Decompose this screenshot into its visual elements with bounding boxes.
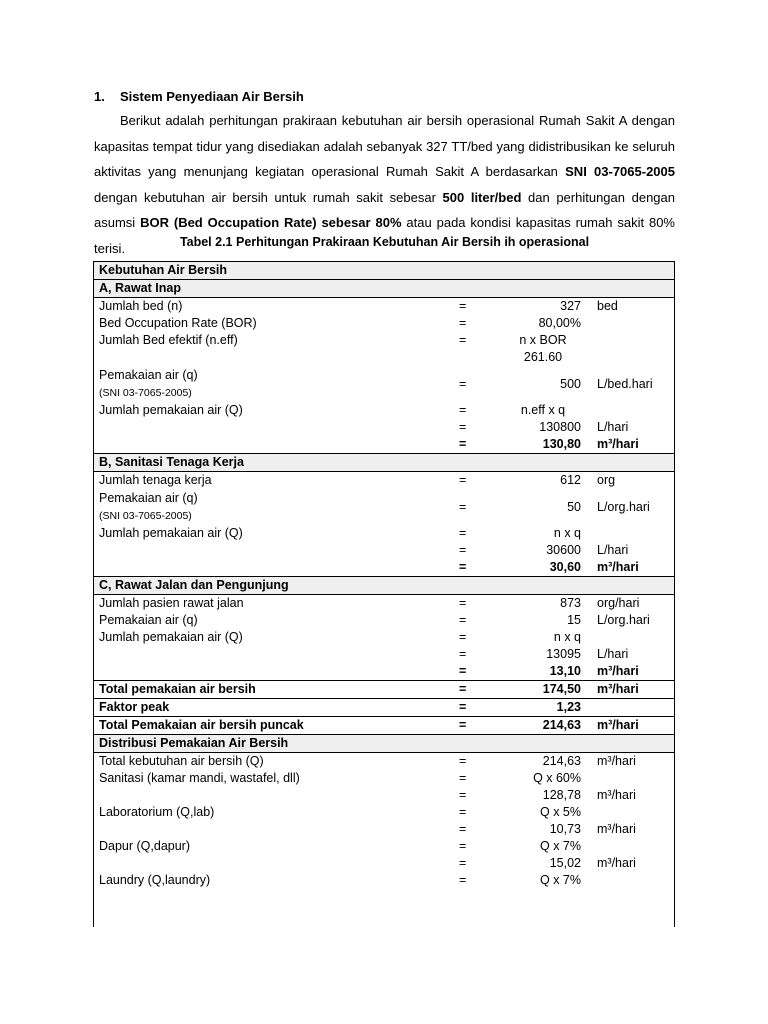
equals-sign: = bbox=[459, 630, 467, 644]
table-row bbox=[93, 332, 675, 349]
row-label bbox=[93, 612, 449, 629]
row-label-text: Pemakaian air (q) bbox=[99, 613, 198, 627]
section-label: Kebutuhan Air Bersih bbox=[93, 262, 675, 280]
row-value: n x q bbox=[553, 630, 581, 644]
row-value: 15 bbox=[567, 613, 581, 627]
row-value: 500 bbox=[560, 376, 581, 391]
row-label-text: Jumlah pemakaian air (Q) bbox=[99, 526, 243, 540]
equals-sign: = bbox=[459, 403, 467, 417]
row-label bbox=[93, 349, 449, 366]
equals-sign: = bbox=[459, 805, 467, 819]
row-value: 130,80 bbox=[542, 437, 581, 451]
row-label-text: Sanitasi (kamar mandi, wastafel, dll) bbox=[99, 771, 300, 785]
row-value: Q x 7% bbox=[540, 873, 581, 887]
equals-sign: = bbox=[459, 437, 467, 451]
row-label bbox=[93, 559, 449, 577]
table-row bbox=[93, 770, 675, 787]
row-unit: m³/hari bbox=[597, 754, 636, 768]
row-label-text: Laboratorium (Q,lab) bbox=[99, 805, 215, 819]
section-heading bbox=[94, 89, 304, 104]
row-value: 10,73 bbox=[549, 822, 581, 836]
row-value: 30,60 bbox=[549, 560, 581, 574]
row-label bbox=[93, 646, 449, 663]
table-row bbox=[93, 489, 675, 525]
equals-sign: = bbox=[459, 873, 467, 887]
row-unit bbox=[583, 838, 675, 855]
row-unit bbox=[583, 332, 675, 349]
row-value: Q x 5% bbox=[540, 805, 581, 819]
table-row bbox=[93, 699, 675, 717]
row-value: 128,78 bbox=[542, 788, 581, 802]
equals-sign: = bbox=[459, 754, 467, 768]
row-label-text: Jumlah pemakaian air (Q) bbox=[99, 630, 243, 644]
table-caption: Tabel 2.1 Perhitungan Prakiraan Kebutuhan Air Bersih ih operasional bbox=[179, 235, 590, 249]
row-label-text: Pemakaian air (q) bbox=[99, 490, 198, 505]
row-value: 13,10 bbox=[549, 664, 581, 678]
row-unit: m³/hari bbox=[597, 664, 639, 678]
row-value: 130800 bbox=[539, 420, 581, 434]
paragraph-text-4: atau pada kondisi kapasitas rumah sakit 80% terisi. bbox=[94, 215, 675, 256]
row-label bbox=[93, 753, 449, 771]
table-row bbox=[93, 855, 675, 872]
section-label: C, Rawat Jalan dan Pengunjung bbox=[93, 577, 675, 595]
row-label bbox=[93, 855, 449, 872]
row-value: n x q bbox=[553, 526, 581, 540]
row-value: 261.60 bbox=[523, 350, 563, 364]
row-label-text: Jumlah pemakaian air (Q) bbox=[99, 403, 243, 417]
row-label bbox=[93, 419, 449, 436]
equals-sign: = bbox=[459, 333, 467, 347]
table-row bbox=[93, 436, 675, 454]
equals-sign: = bbox=[459, 839, 467, 853]
row-unit: org/hari bbox=[597, 596, 640, 610]
row-label-text: Dapur (Q,dapur) bbox=[99, 839, 191, 853]
table-row bbox=[93, 787, 675, 804]
equals-sign bbox=[449, 349, 505, 366]
row-unit: L/hari bbox=[597, 647, 629, 661]
row-label bbox=[93, 402, 449, 419]
row-label bbox=[93, 489, 449, 525]
table-row bbox=[93, 419, 675, 436]
row-label bbox=[93, 821, 449, 838]
row-label bbox=[93, 436, 449, 454]
row-label-text: Total pemakaian air bersih bbox=[99, 682, 256, 696]
row-unit: L/hari bbox=[597, 543, 629, 557]
equals-sign: = bbox=[459, 526, 467, 540]
row-label bbox=[93, 787, 449, 804]
row-value: Q x 60% bbox=[533, 771, 581, 785]
table-row bbox=[93, 681, 675, 699]
equals-sign: = bbox=[459, 613, 467, 627]
equals-sign: = bbox=[459, 771, 467, 785]
row-unit: bed bbox=[597, 299, 618, 313]
equals-sign: = bbox=[459, 647, 467, 661]
row-unit: L/org.hari bbox=[597, 613, 650, 627]
equals-sign: = bbox=[459, 856, 467, 870]
paragraph-bold-bor: BOR (Bed Occupation Rate) sebesar 80% bbox=[140, 215, 402, 230]
row-label bbox=[93, 872, 449, 889]
table-row bbox=[93, 595, 675, 613]
row-value: 1,23 bbox=[505, 699, 583, 717]
row-value: 80,00% bbox=[538, 316, 581, 330]
row-label bbox=[93, 542, 449, 559]
equals-sign: = bbox=[459, 560, 467, 574]
table-row bbox=[93, 872, 675, 889]
row-label-text: Bed Occupation Rate (BOR) bbox=[99, 316, 257, 330]
table-row bbox=[93, 838, 675, 855]
row-unit bbox=[583, 525, 675, 542]
row-label bbox=[93, 770, 449, 787]
row-unit: m³/hari bbox=[597, 822, 636, 836]
equals-sign: = bbox=[459, 473, 467, 487]
row-unit: L/org.hari bbox=[597, 499, 650, 514]
table-row bbox=[93, 663, 675, 681]
row-label-text: Jumlah Bed efektif (n.eff) bbox=[99, 333, 238, 347]
row-unit: m³/hari bbox=[597, 856, 636, 870]
row-unit bbox=[583, 315, 675, 332]
row-unit: m³/hari bbox=[597, 788, 636, 802]
row-label bbox=[93, 472, 449, 490]
section-label: B, Sanitasi Tenaga Kerja bbox=[93, 454, 675, 472]
row-label bbox=[93, 315, 449, 332]
table-row bbox=[93, 646, 675, 663]
section-title: Sistem Penyediaan Air Bersih bbox=[120, 89, 304, 104]
paragraph-text-3: dan perhitungan dengan asumsi bbox=[94, 189, 675, 230]
paragraph-bold-liter: 500 liter/bed bbox=[442, 189, 522, 205]
row-value: n.eff x q bbox=[520, 403, 566, 417]
row-label bbox=[93, 663, 449, 681]
row-label bbox=[93, 298, 449, 316]
row-unit: m³/hari bbox=[597, 560, 639, 574]
row-label bbox=[93, 717, 449, 735]
equals-sign: = bbox=[449, 717, 505, 735]
row-unit: L/hari bbox=[597, 420, 629, 434]
row-unit bbox=[583, 699, 675, 717]
row-label bbox=[93, 804, 449, 821]
row-value: 612 bbox=[560, 473, 581, 487]
row-label bbox=[93, 629, 449, 646]
equals-sign: = bbox=[459, 499, 467, 514]
equals-sign: = bbox=[459, 420, 467, 434]
row-label-text: Jumlah tenaga kerja bbox=[99, 473, 212, 487]
row-label-text: Faktor peak bbox=[99, 700, 170, 714]
equals-sign: = bbox=[449, 681, 505, 699]
row-label-text: Total Pemakaian air bersih puncak bbox=[99, 718, 304, 732]
row-label-text: Laundry (Q,laundry) bbox=[99, 873, 211, 887]
table-row bbox=[93, 559, 675, 577]
row-label bbox=[93, 595, 449, 613]
row-label-text: Total kebutuhan air bersih (Q) bbox=[99, 754, 264, 768]
table-row bbox=[93, 366, 675, 402]
row-value: Q x 7% bbox=[540, 839, 581, 853]
equals-sign: = bbox=[459, 822, 467, 836]
section-label: A, Rawat Inap bbox=[93, 280, 675, 298]
row-value: 50 bbox=[567, 499, 581, 514]
row-value: 327 bbox=[560, 299, 581, 313]
row-reference: (SNI 03-7065-2005) bbox=[99, 509, 192, 522]
table-row bbox=[93, 612, 675, 629]
equals-sign: = bbox=[459, 788, 467, 802]
row-unit: L/bed.hari bbox=[597, 376, 653, 391]
row-label bbox=[93, 699, 449, 717]
row-label bbox=[93, 681, 449, 699]
equals-sign: = bbox=[459, 543, 467, 557]
row-value: 13095 bbox=[546, 647, 581, 661]
table-row bbox=[93, 315, 675, 332]
row-unit bbox=[583, 770, 675, 787]
equals-sign: = bbox=[459, 376, 467, 391]
paragraph-bold-sni: SNI 03-7065-2005 bbox=[565, 164, 675, 179]
equals-sign: = bbox=[459, 316, 467, 330]
row-value: 873 bbox=[560, 596, 581, 610]
equals-sign: = bbox=[459, 299, 467, 313]
table-row bbox=[93, 753, 675, 771]
row-label bbox=[93, 525, 449, 542]
table-row bbox=[93, 402, 675, 419]
row-unit: m³/hari bbox=[583, 717, 675, 735]
row-label bbox=[93, 332, 449, 349]
table-row bbox=[93, 472, 675, 490]
table-row bbox=[93, 804, 675, 821]
table-body bbox=[93, 262, 675, 890]
row-unit bbox=[583, 629, 675, 646]
equals-sign: = bbox=[449, 699, 505, 717]
section-number: 1. bbox=[94, 89, 105, 104]
row-value: 214,63 bbox=[505, 717, 583, 735]
row-unit: m³/hari bbox=[597, 437, 639, 451]
table-section-row bbox=[93, 735, 675, 753]
row-unit bbox=[583, 872, 675, 889]
table-row bbox=[93, 542, 675, 559]
row-reference: (SNI 03-7065-2005) bbox=[99, 386, 192, 399]
paragraph-text-2: dengan kebutuhan air bersih untuk rumah sakit sebesar bbox=[94, 189, 443, 205]
row-value: 174,50 bbox=[505, 681, 583, 699]
equals-sign: = bbox=[459, 596, 467, 610]
table-row bbox=[93, 717, 675, 735]
row-value: 15,02 bbox=[549, 856, 581, 870]
table-row bbox=[93, 629, 675, 646]
row-unit: m³/hari bbox=[583, 681, 675, 699]
row-unit bbox=[583, 349, 675, 366]
table-section-row bbox=[93, 454, 675, 472]
water-demand-table bbox=[93, 261, 675, 889]
equals-sign: = bbox=[459, 664, 467, 678]
table-row bbox=[93, 525, 675, 542]
row-label-text: Pemakaian air (q) bbox=[99, 367, 198, 382]
paragraph-text-1: Berikut adalah perhitungan prakiraan kebutuhan air bersih operasional Rumah Sakit A dengan kapasitas tempat tidur yang disediakan adalah sebanyak 327 TT/bed yang didistribusikan ke seluruh aktivitas yang menunjang kegiatan operasional Rumah Sakit A berdasarkan bbox=[94, 113, 675, 179]
row-unit bbox=[583, 402, 675, 419]
row-label-text: Jumlah bed (n) bbox=[99, 299, 183, 313]
row-value: n x BOR bbox=[519, 333, 567, 347]
table-section-row bbox=[93, 577, 675, 595]
table-section-row bbox=[93, 280, 675, 298]
row-label bbox=[93, 366, 449, 402]
table-section-row bbox=[93, 262, 675, 280]
table-row bbox=[93, 298, 675, 316]
row-value: 214,63 bbox=[542, 754, 581, 768]
table-row bbox=[93, 821, 675, 838]
row-value: 30600 bbox=[546, 543, 581, 557]
section-label: Distribusi Pemakaian Air Bersih bbox=[93, 735, 675, 753]
row-unit bbox=[583, 804, 675, 821]
row-unit: org bbox=[597, 473, 616, 487]
row-label-text: Jumlah pasien rawat jalan bbox=[99, 596, 244, 610]
table-row bbox=[93, 349, 675, 366]
row-label bbox=[93, 838, 449, 855]
